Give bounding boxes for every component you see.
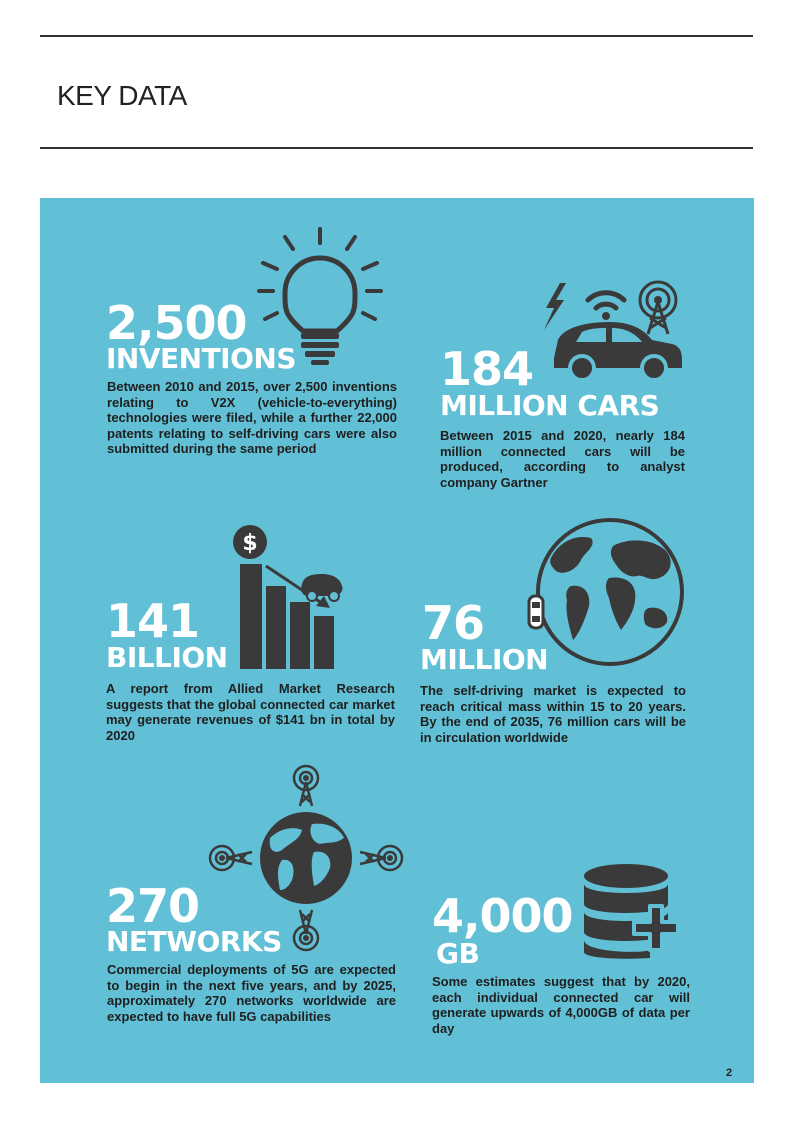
stat-description-gb: Some estimates suggest that by 2020, each individual connected car will generate upwards of 4,000GB of data per day [432, 974, 690, 1036]
page-title: KEY DATA [57, 80, 187, 111]
svg-text:$: $ [242, 531, 258, 556]
revenue-bar-chart-icon [230, 524, 350, 672]
stat-description-inventions: Between 2010 and 2015, over 2,500 inventions relating to V2X (vehicle-to-everything) technologies were filed, while a further 22,000 patents relating to self-driving cars were also submitted during the same period [107, 379, 397, 456]
stat-description-billion: A report from Allied Market Research suggests that the global connected car market may generate revenues of $141 bn in total by 2020 [106, 681, 395, 743]
globe-antennas-icon [208, 764, 404, 952]
stat-unit-million: MILLION [420, 643, 549, 676]
stat-description-networks: Commercial deployments of 5G are expected to begin in the next five years, and by 2025, approximately 270 networks worldwide are expected to have full 5G capabilities [107, 962, 396, 1024]
stat-description-million: The self-driving market is expected to reach critical mass within 15 to 20 years. By the end of 2035, 76 million cars will be in circulation worldwide [420, 683, 686, 745]
stat-unit-gb: GB [436, 937, 480, 970]
stat-value-gb: 4,000 [432, 889, 573, 943]
globe-car-icon [525, 516, 690, 668]
stat-value-million: 76 [422, 596, 485, 650]
page-number: 2 [726, 1067, 733, 1079]
stat-value-networks: 270 [106, 879, 200, 933]
database-plus-icon [580, 862, 690, 962]
header-bottom-rule [40, 147, 753, 149]
connected-car-icon [540, 278, 690, 388]
stat-unit-networks: NETWORKS [106, 925, 282, 958]
top-rule [40, 35, 753, 37]
stat-unit-inventions: INVENTIONS [106, 342, 297, 375]
stat-value-billion: 141 [106, 594, 200, 648]
stat-unit-million-cars: MILLION CARS [440, 389, 660, 422]
stat-description-million-cars: Between 2015 and 2020, nearly 184 million connected cars will be produced, according to analyst company Gartner [440, 428, 685, 490]
key-data-panel [40, 198, 754, 1083]
stat-value-inventions: 2,500 [106, 296, 247, 350]
stat-value-million-cars: 184 [440, 342, 534, 396]
stat-unit-billion: BILLION [106, 641, 228, 674]
